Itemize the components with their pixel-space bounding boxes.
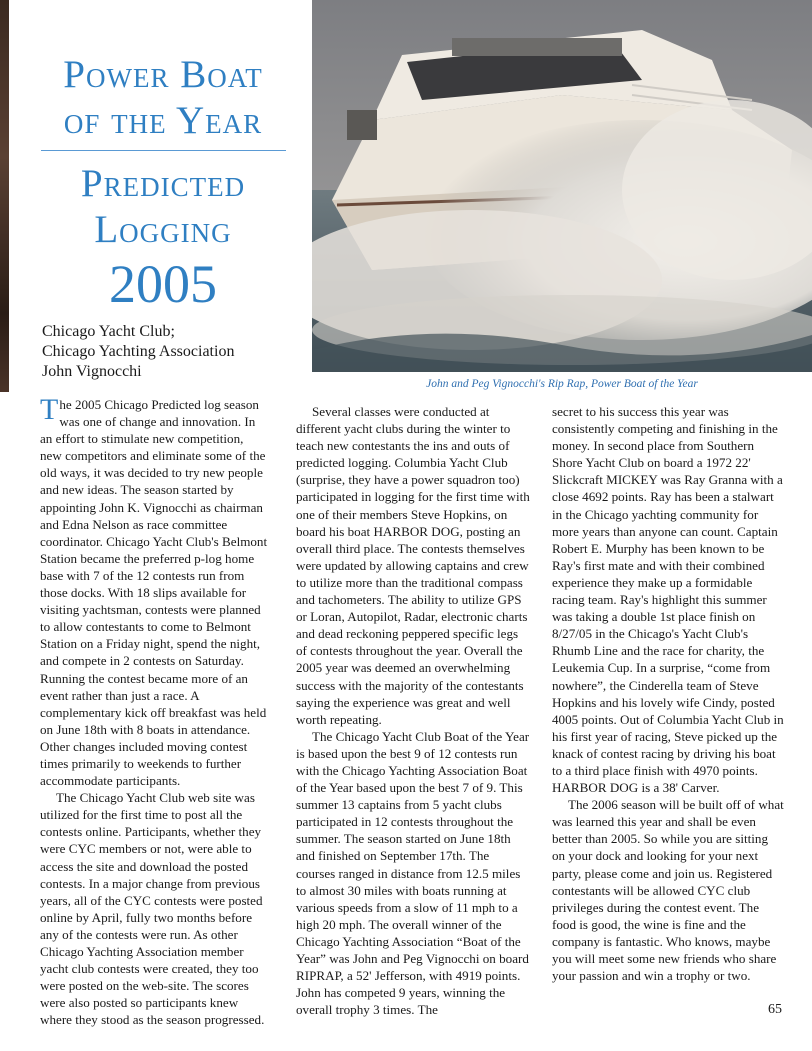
subtitle-line-2: Logging — [94, 208, 232, 251]
photo-caption: John and Peg Vignocchi's Rip Rap, Power Boat of the Year — [426, 378, 698, 390]
boat-photo — [312, 0, 812, 372]
article-column-1 — [40, 393, 268, 1028]
title-year: 2005 — [109, 254, 217, 314]
byline — [42, 322, 302, 382]
article-paragraph: The Chicago Yacht Club Boat of the Year is based upon the best 9 of 12 contests run with the Chicago Yachting Association Boat of the Year based upon the best 7 of 9. This summer 13 captains from 5 yacht clubs participated in 12 contests throughout the summer. The season started on June 18th and finished on September 17th. The courses ranged in distance from 12.5 miles to almost 30 miles with boats running at various speeds from a slow of 11 mph to a high 20 mph. The overall winner of the Chicago Yachting Association “Boat of the Year” was John and Peg Vignocchi on board RIPRAP, a 52' Jefferson, with 4919 points. John has competed 9 years, winning the overall trophy 3 times. The — [296, 728, 530, 1018]
article-column-3 — [552, 403, 784, 984]
page-number: 65 — [768, 1002, 782, 1017]
title-block — [18, 52, 308, 313]
article-paragraph: secret to his success this year was consistently competing and finishing in the money. In second place from Southern Shore Yacht Club on board a 1972 22' Slickcraft MICKEY was Ray Granna with a close 4692 points. Ray has been a stalwart in the Chicago yachting community for more years than anyone can count. Captain Robert E. Murphy has been known to be Ray's first mate and with their combined experience they make up a formidable racing team. Ray's highlight this summer was taking a double 1st place finish on 8/27/05 in the Chicago's Yacht Club's Rhumb Line and the race for charity, the Leukemia Cup. In a surprise, “come from nowhere”, the Cinderella team of Steve Hopkins and his lovely wife Cindy, posted 4005 points. Out of Columbia Yacht Club in his first year of racing, Steve picked up the knack of contest racing by driving his boat to a third place finish with 4970 points. HARBOR DOG is a 38' Carver. — [552, 404, 784, 796]
paragraph-text: he 2005 Chicago Predicted log season was one of change and innovation. In an effort to stimulate new competition, new competitors and eliminate some of the old ways, it was decided to try new people and new ideas. The season started by appointing John K. Vignocchi as chairman and Edna Nelson as race committee coordinator. Chicago Yacht Club's Belmont Station became the preferred p-log home base with 7 of the 12 contests run from those docks. With 18 slips available for visiting yachtsman, contests were planned to allow contestants to come to Belmont Station on a Friday night, spend the night, and compete in 2 contests on Saturday. Running the contest became more of an event rather than just a race. A complementary kick off breakfast was held on June 18th with 8 boats in attendance. Other changes included moving contest times primarily to weekends to further accommodate participants. — [40, 397, 268, 789]
title-divider — [41, 150, 286, 151]
byline-line-2: Chicago Yachting Association — [42, 343, 235, 360]
adjacent-page-edge — [0, 0, 9, 392]
byline-line-1: Chicago Yacht Club; — [42, 323, 175, 340]
title-line-2: of the Year — [63, 99, 263, 142]
title-line-1: Power Boat — [63, 53, 263, 96]
article-column-2 — [296, 403, 530, 1018]
article-paragraph: The Chicago Yacht Club web site was utilized for the first time to post all the contests online. Participants, whether they were CYC members or not, were able to access the site and download the posted contests. In a major change from previous years, all of the CYC contests were posted online by April, fully two months before any of the contests were run. As other Chicago Yachting Association member yacht club contests were created, they too were posted on the web-site. The scores were also posted so participants knew where they stood as the season progressed. — [40, 790, 265, 1028]
article-paragraph — [40, 393, 268, 789]
article-paragraph: The 2006 season will be built off of what was learned this year and shall be even better than 2005. So while you are sitting on your dock and looking for your next party, please come and join us. Registered contestants will be allowed CYC club privileges during the contest event. The food is good, the wine is fine and the company is fantastic. Who knows, maybe you will meet some new friends who share your passion and win a trophy or two. — [552, 797, 784, 984]
article-paragraph: Several classes were conducted at different yacht clubs during the winter to teach new contestants the ins and outs of predicted logging. Columbia Yacht Club (surprise, they have a power squadron too) participated in logging for the first time with one of their members Steve Hopkins, on board his boat HARBOR DOG, posting an overall third place. The contests themselves were updated by allowing captains and crew to utilize more than the traditional compass and tachometers. The ability to utilize GPS or Loran, Autopilot, Radar, electronic charts and dead reckoning peppered specific legs of contests throughout the year. Overall the 2005 year was deemed an overwhelming success with the majority of the contestants saying the experience was great and well worth repeating. — [296, 404, 530, 727]
subtitle-line-1: Predicted — [80, 162, 246, 205]
byline-author: John Vignocchi — [42, 363, 142, 380]
drop-cap: T — [40, 393, 59, 426]
